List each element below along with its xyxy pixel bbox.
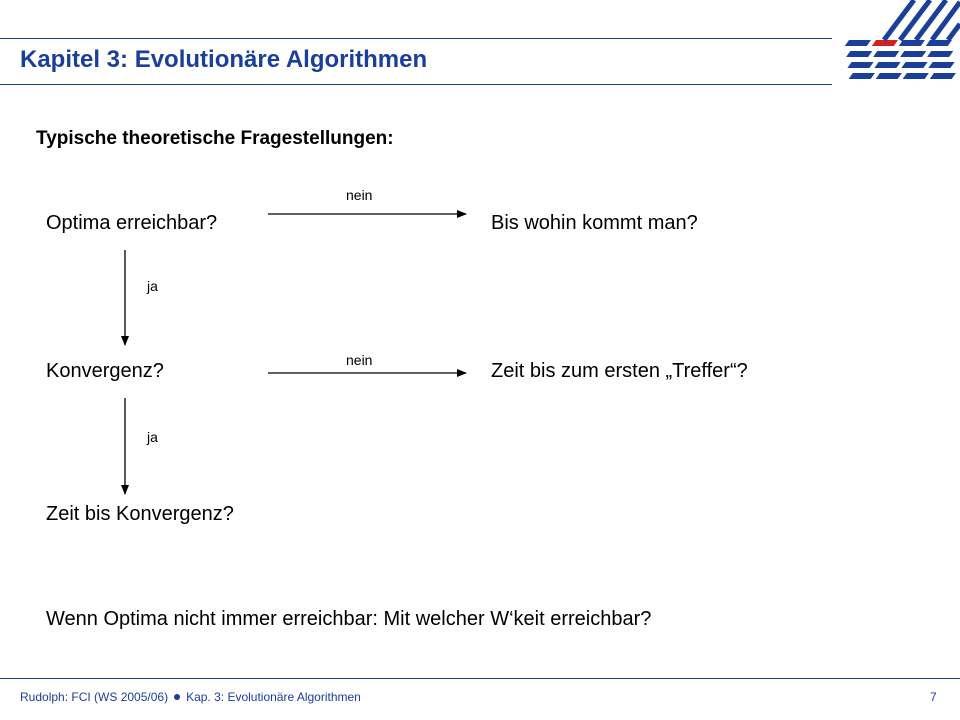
question-probability: Wenn Optima nicht immer erreichbar: Mit welcher W‘keit erreichbar? <box>46 608 652 630</box>
footer-info <box>20 690 361 704</box>
section-heading: Typische theoretische Fragestellungen: <box>36 128 394 149</box>
question-how-far: Bis wohin kommt man? <box>491 212 698 234</box>
bullet-icon <box>174 694 180 700</box>
label-ja-bottom: ja <box>147 429 158 445</box>
label-nein-top: nein <box>346 187 373 203</box>
footer-chapter: Kap. 3: Evolutionäre Algorithmen <box>186 690 361 704</box>
question-optima-reachable: Optima erreichbar? <box>46 212 218 234</box>
question-time-to-first-hit: Zeit bis zum ersten „Treffer“? <box>491 360 748 382</box>
question-convergence: Konvergenz? <box>46 360 164 382</box>
slide-title: Kapitel 3: Evolutionäre Algorithmen <box>20 46 428 73</box>
footer-course: Rudolph: FCI (WS 2005/06) <box>20 690 169 704</box>
page-number: 7 <box>930 690 937 704</box>
footer-rule <box>0 678 960 679</box>
label-ja-top: ja <box>147 278 158 294</box>
label-nein-middle: nein <box>346 352 373 368</box>
question-time-to-convergence: Zeit bis Konvergenz? <box>46 503 234 525</box>
